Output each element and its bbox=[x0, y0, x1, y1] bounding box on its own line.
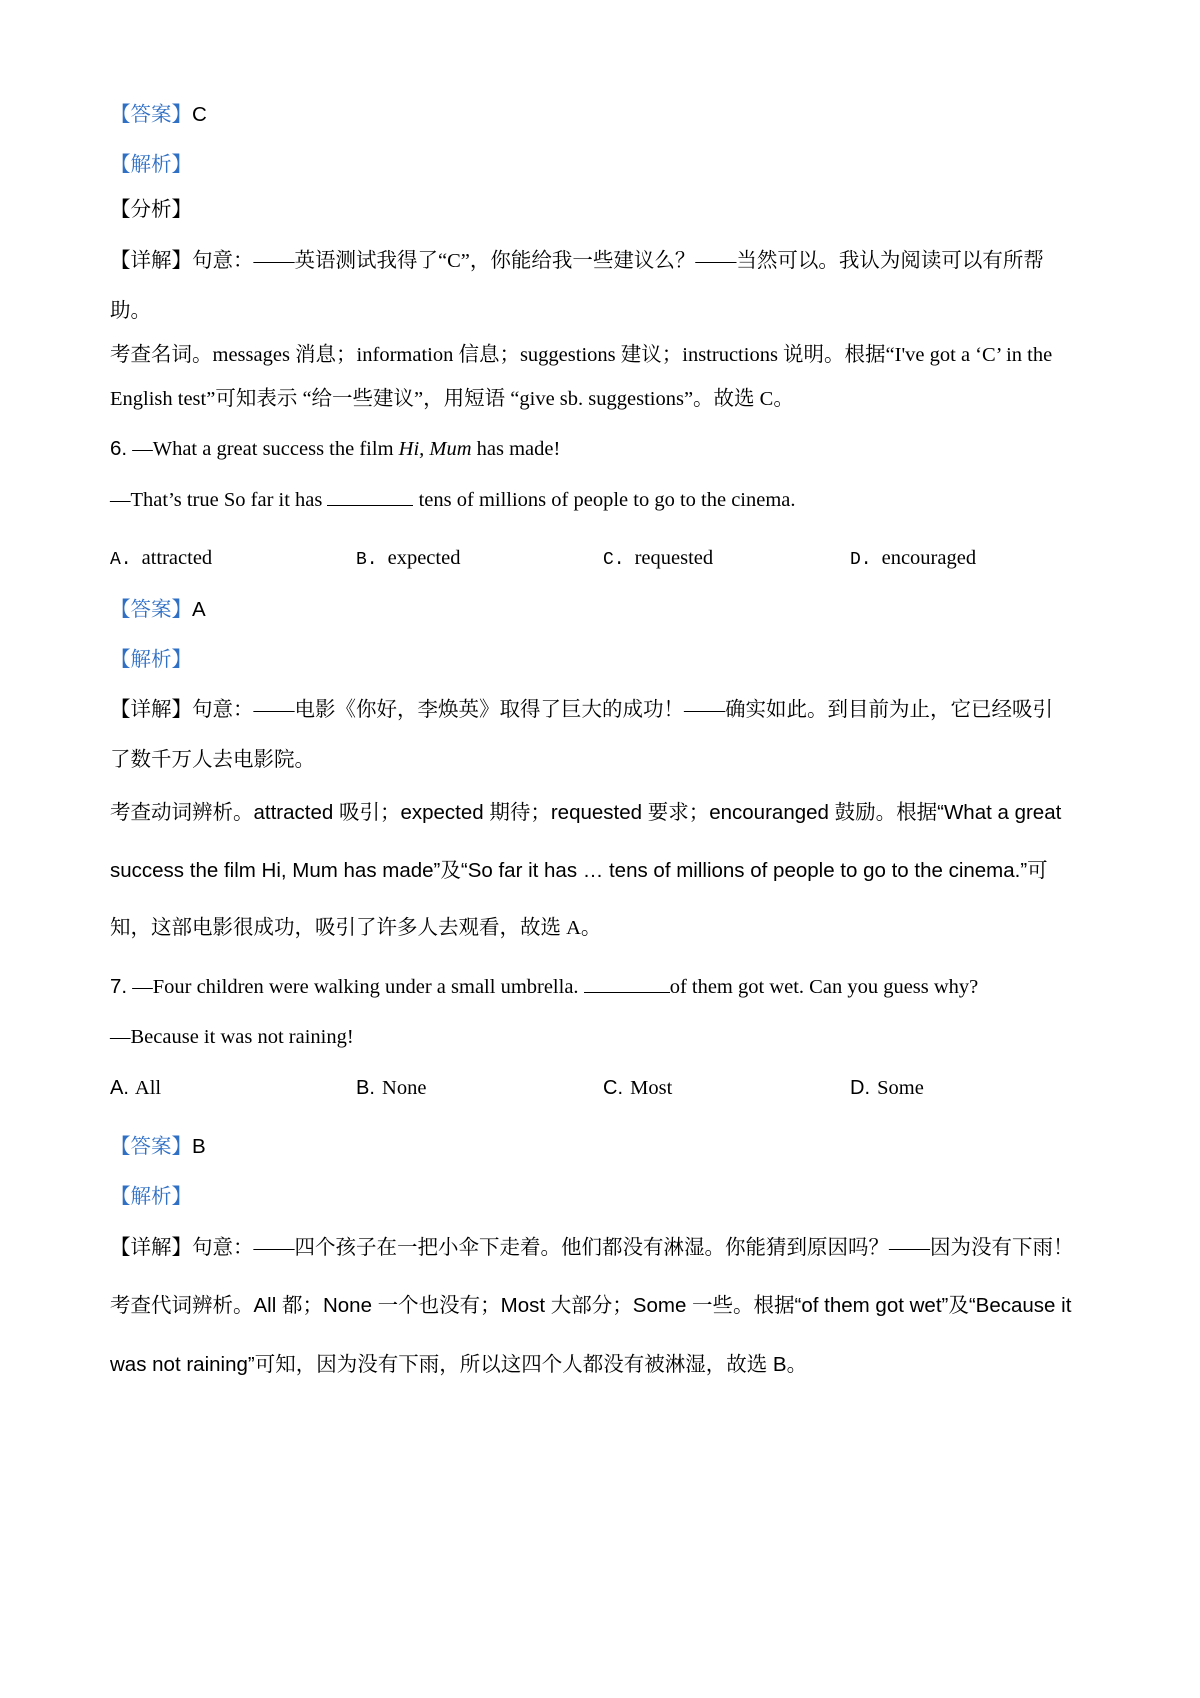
q5-explain-line-2 bbox=[110, 386, 1100, 412]
q5-fenxi-line bbox=[110, 197, 1100, 223]
explain-text: 考查名词。messages 消息；information 信息；suggestions 建议；instructions 说明。根据“I've got a ‘C’ in the bbox=[110, 344, 1053, 366]
q6-analysis-line bbox=[110, 647, 1100, 673]
option-text: Some bbox=[877, 1077, 924, 1099]
explain-text: success the film Hi, Mum has made”及“So far it has … tens of millions of people to go to the cinema.”可 bbox=[110, 859, 1048, 882]
analysis-tag: 【解析】 bbox=[110, 649, 192, 671]
q7-stem-line-2 bbox=[110, 1024, 1100, 1050]
q7-explain-line-2 bbox=[110, 1352, 1100, 1378]
film-title: Hi, Mum bbox=[398, 438, 472, 460]
option-text: attracted bbox=[141, 547, 213, 569]
detail-tag: 【详解】 bbox=[110, 1237, 192, 1259]
answer-value: B bbox=[192, 1135, 206, 1158]
detail-text: 助。 bbox=[110, 300, 151, 322]
q5-detail-line-1 bbox=[110, 248, 1100, 274]
q7-stem bbox=[110, 974, 1100, 1000]
q5-analysis-line bbox=[110, 152, 1100, 178]
option-text: None bbox=[382, 1077, 427, 1099]
q7-option-d bbox=[850, 1075, 924, 1101]
stem-text: —Because it was not raining! bbox=[110, 1026, 354, 1048]
answer-value: A bbox=[192, 598, 206, 621]
explain-text: 知，这部电影很成功，吸引了许多人去观看，故选 A。 bbox=[110, 917, 602, 939]
analysis-tag: 【解析】 bbox=[110, 1186, 192, 1208]
stem-text: —Four children were walking under a small umbrella. bbox=[127, 976, 584, 998]
detail-tag: 【详解】 bbox=[110, 699, 192, 721]
stem-text: has made! bbox=[471, 438, 561, 460]
q5-detail-line-2 bbox=[110, 298, 1100, 324]
analysis-tag: 【解析】 bbox=[110, 154, 192, 176]
option-letter: A. bbox=[110, 1077, 129, 1099]
q7-option-c bbox=[603, 1075, 672, 1101]
q7-explain-line-1 bbox=[110, 1293, 1100, 1319]
answer-blank bbox=[584, 974, 670, 993]
answer-tag: 【答案】 bbox=[110, 104, 192, 126]
option-letter: D. bbox=[850, 550, 872, 570]
option-text: Most bbox=[630, 1077, 673, 1099]
detail-tag: 【详解】 bbox=[110, 250, 192, 272]
detail-text: 句意：——英语测试我得了“C”，你能给我一些建议么？——当然可以。我认为阅读可以有所帮 bbox=[192, 250, 1044, 272]
option-text: expected bbox=[387, 547, 461, 569]
stem-text: tens of millions of people to go to the cinema. bbox=[413, 489, 796, 511]
option-text: requested bbox=[634, 547, 714, 569]
q7-answer-line bbox=[110, 1134, 1100, 1160]
answer-blank bbox=[327, 487, 413, 506]
option-text: encouraged bbox=[881, 547, 977, 569]
question-number: 7. bbox=[110, 975, 128, 998]
q6-option-d bbox=[850, 545, 976, 573]
option-letter: A. bbox=[110, 550, 132, 570]
explain-text: was not raining”可知，因为没有下雨，所以这四个人都没有被淋湿，故选 B。 bbox=[110, 1353, 808, 1376]
q6-detail-line-1 bbox=[110, 697, 1100, 723]
detail-text: 句意：——电影《你好，李焕英》取得了巨大的成功！——确实如此。到目前为止，它已经吸引 bbox=[192, 699, 1053, 721]
fenxi-tag: 【分析】 bbox=[110, 199, 192, 221]
q7-option-b bbox=[356, 1075, 426, 1101]
option-letter: C. bbox=[603, 1077, 623, 1099]
q6-explain-line-3 bbox=[110, 915, 1100, 941]
q6-option-c bbox=[603, 545, 713, 573]
explain-text: 考查代词辨析。All 都；None 一个也没有；Most 大部分；Some 一些。根据“of them got wet”及“Because it bbox=[110, 1294, 1072, 1317]
question-number: 6. bbox=[110, 437, 128, 460]
option-text: All bbox=[134, 1077, 162, 1099]
q5-explain-line-1 bbox=[110, 342, 1100, 368]
q7-option-a bbox=[110, 1075, 161, 1101]
q6-option-b bbox=[356, 545, 460, 573]
q7-detail-line-1 bbox=[110, 1235, 1100, 1261]
answer-value: C bbox=[192, 103, 207, 126]
q6-answer-line bbox=[110, 597, 1100, 623]
q6-detail-line-2 bbox=[110, 747, 1100, 773]
detail-text: 了数千万人去电影院。 bbox=[110, 749, 315, 771]
stem-text: of them got wet. Can you guess why? bbox=[669, 976, 979, 998]
q6-stem bbox=[110, 436, 1100, 462]
stem-text: —That’s true So far it has bbox=[110, 489, 328, 511]
answer-tag: 【答案】 bbox=[110, 1136, 192, 1158]
option-letter: C. bbox=[603, 550, 625, 570]
stem-text: —What a great success the film bbox=[127, 438, 399, 460]
q6-explain-line-1 bbox=[110, 800, 1100, 826]
option-letter: D. bbox=[850, 1077, 870, 1099]
q6-stem-line-2 bbox=[110, 487, 1100, 513]
q6-option-a bbox=[110, 545, 212, 573]
q5-answer-line bbox=[110, 102, 1100, 128]
q7-analysis-line bbox=[110, 1184, 1100, 1210]
option-letter: B. bbox=[356, 550, 378, 570]
option-letter: B. bbox=[356, 1077, 375, 1099]
explain-text: English test”可知表示 “给一些建议”，用短语 “give sb. suggestions”。故选 C。 bbox=[110, 388, 794, 410]
q6-explain-line-2 bbox=[110, 858, 1100, 884]
explain-text: 考查动词辨析。attracted 吸引；expected 期待；requested 要求；encouranged 鼓励。根据“What a great bbox=[110, 801, 1062, 824]
answer-tag: 【答案】 bbox=[110, 599, 192, 621]
detail-text: 句意：——四个孩子在一把小伞下走着。他们都没有淋湿。你能猜到原因吗？——因为没有下雨！ bbox=[192, 1237, 1074, 1259]
